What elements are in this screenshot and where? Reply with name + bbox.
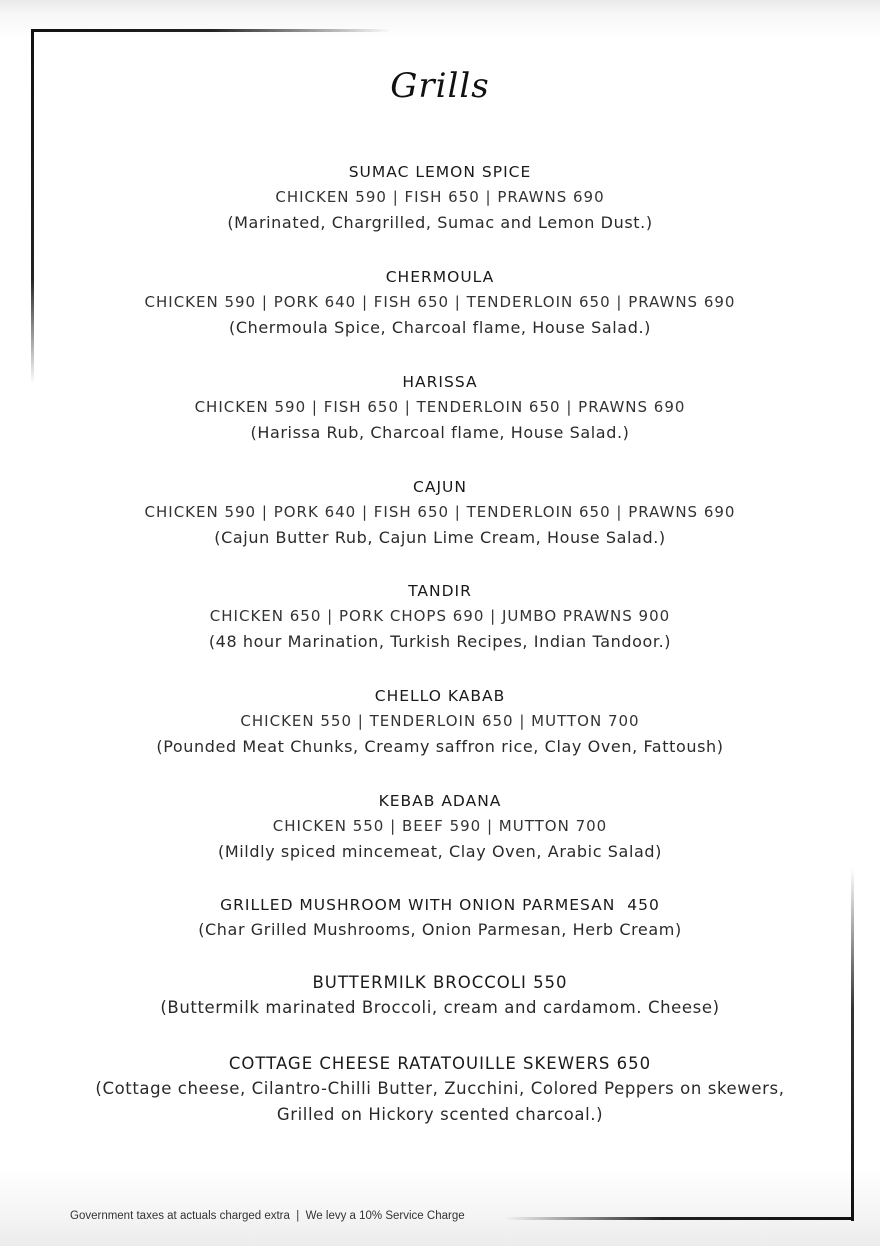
item-description: (Marinated, Chargrilled, Sumac and Lemon Dust.) (227, 213, 653, 232)
item-name-row (0, 1052, 880, 1076)
item-name: HARISSA (402, 373, 478, 391)
item-description: (Chermoula Spice, Charcoal flame, House Salad.) (229, 318, 651, 337)
item-prices: CHICKEN 590 | PORK 640 | FISH 650 | TENDERLOIN 650 | PRAWNS 690 (144, 503, 736, 521)
item-description: (Cottage cheese, Cilantro-Chilli Butter, Zucchini, Colored Peppers on skewers, (95, 1079, 785, 1098)
item-name-row (0, 971, 880, 995)
item-name: COTTAGE CHEESE RATATOUILLE SKEWERS (228, 1054, 611, 1073)
page-title: Grills (390, 66, 490, 106)
item-name: CAJUN (413, 478, 467, 496)
item-price: 450 (627, 896, 660, 914)
item-price: 550 (533, 973, 568, 992)
item-name: KEBAB ADANA (378, 792, 502, 810)
menu-item-cottage-cheese-skewers (0, 1052, 880, 1128)
item-prices: CHICKEN 590 | FISH 650 | PRAWNS 690 (275, 188, 605, 206)
item-name: CHELLO KABAB (374, 687, 506, 705)
item-prices: CHICKEN 650 | PORK CHOPS 690 | JUMBO PRAWNS 900 (209, 607, 671, 625)
item-name-row (0, 893, 880, 917)
item-prices: CHICKEN 590 | FISH 650 | TENDERLOIN 650 | PRAWNS 690 (194, 398, 686, 416)
menu-item-sumac-lemon-spice (0, 160, 880, 236)
footer-note: Government taxes at actuals charged extra | We levy a 10% Service Charge (70, 1210, 465, 1222)
item-description: (Cajun Butter Rub, Cajun Lime Cream, House Salad.) (214, 528, 666, 547)
menu-item-cajun (0, 475, 880, 551)
menu-item-chermoula (0, 265, 880, 341)
item-prices: CHICKEN 550 | TENDERLOIN 650 | MUTTON 700 (240, 712, 640, 730)
item-description: (Buttermilk marinated Broccoli, cream and cardamom. Cheese) (160, 998, 720, 1017)
item-description: (Harissa Rub, Charcoal flame, House Salad.) (250, 423, 630, 442)
item-name: SUMAC LEMON SPICE (348, 163, 532, 181)
item-name: BUTTERMILK BROCCOLI (312, 973, 527, 992)
item-description: (48 hour Marination, Turkish Recipes, Indian Tandoor.) (208, 632, 672, 651)
menu-item-harissa (0, 370, 880, 446)
menu-item-kebab-adana (0, 789, 880, 865)
frame-border-bottom (505, 1217, 854, 1220)
item-prices: CHICKEN 590 | PORK 640 | FISH 650 | TENDERLOIN 650 | PRAWNS 690 (144, 293, 736, 311)
item-name: GRILLED MUSHROOM WITH ONION PARMESAN (220, 896, 616, 914)
menu-item-buttermilk-broccoli (0, 971, 880, 1021)
item-prices: CHICKEN 550 | BEEF 590 | MUTTON 700 (272, 817, 608, 835)
menu-item-tandir (0, 579, 880, 655)
frame-border-top (31, 29, 391, 32)
item-description: (Char Grilled Mushrooms, Onion Parmesan, Herb Cream) (198, 920, 682, 939)
item-price: 650 (616, 1054, 652, 1073)
item-description-continued: Grilled on Hickory scented charcoal.) (276, 1105, 604, 1124)
item-description: (Pounded Meat Chunks, Creamy saffron rice, Clay Oven, Fattoush) (156, 737, 724, 756)
menu-item-chello-kabab (0, 684, 880, 760)
item-name: CHERMOULA (385, 268, 495, 286)
item-name: TANDIR (408, 582, 472, 600)
menu-item-grilled-mushroom (0, 893, 880, 943)
item-description: (Mildly spiced mincemeat, Clay Oven, Arabic Salad) (217, 842, 663, 861)
